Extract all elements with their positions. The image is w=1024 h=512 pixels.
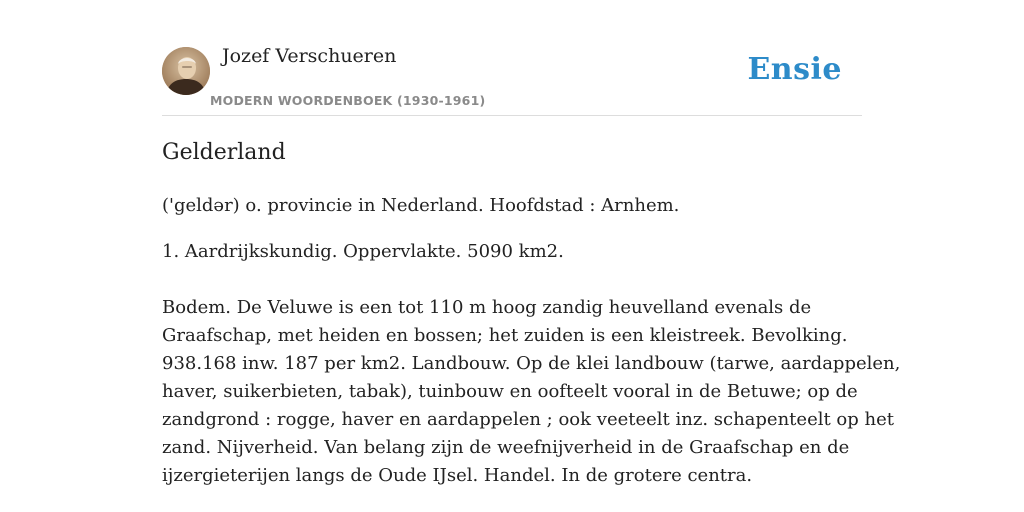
- author-avatar[interactable]: [162, 47, 210, 95]
- author-portrait-icon: [162, 47, 210, 95]
- body-line: Graafschap, met heiden en bossen; het zuiden is een kleistreek. Bevolking.: [162, 325, 848, 346]
- geography-definition: 1. Aardrijkskundig. Oppervlakte. 5090 km2.: [162, 241, 564, 262]
- body-line: Bodem. De Veluwe is een tot 110 m hoog zandig heuvelland evenals de: [162, 297, 812, 318]
- pronunciation-definition: ('geldər) o. provincie in Nederland. Hoofdstad : Arnhem.: [162, 195, 680, 216]
- header-divider: [162, 115, 862, 116]
- body-line: ijzergieterijen langs de Oude IJsel. Handel. In de grotere centra.: [162, 465, 753, 486]
- ensie-logo[interactable]: Ensie: [747, 52, 842, 87]
- body-line: zandgrond : rogge, haver en aardappelen ; ook veeteelt inz. schapenteelt op het: [162, 409, 894, 430]
- source-dictionary-label[interactable]: MODERN WOORDENBOEK (1930-1961): [210, 93, 486, 108]
- body-line: haver, suikerbieten, tabak), tuinbouw en oofteelt vooral in de Betuwe; op de: [162, 381, 858, 402]
- author-name[interactable]: Jozef Verschueren: [222, 45, 397, 67]
- entry-body: [162, 294, 901, 490]
- entry-title: Gelderland: [162, 140, 286, 165]
- body-line: zand. Nijverheid. Van belang zijn de weefnijverheid in de Graafschap en de: [162, 437, 850, 458]
- body-line: 938.168 inw. 187 per km2. Landbouw. Op de klei landbouw (tarwe, aardappelen,: [162, 353, 901, 374]
